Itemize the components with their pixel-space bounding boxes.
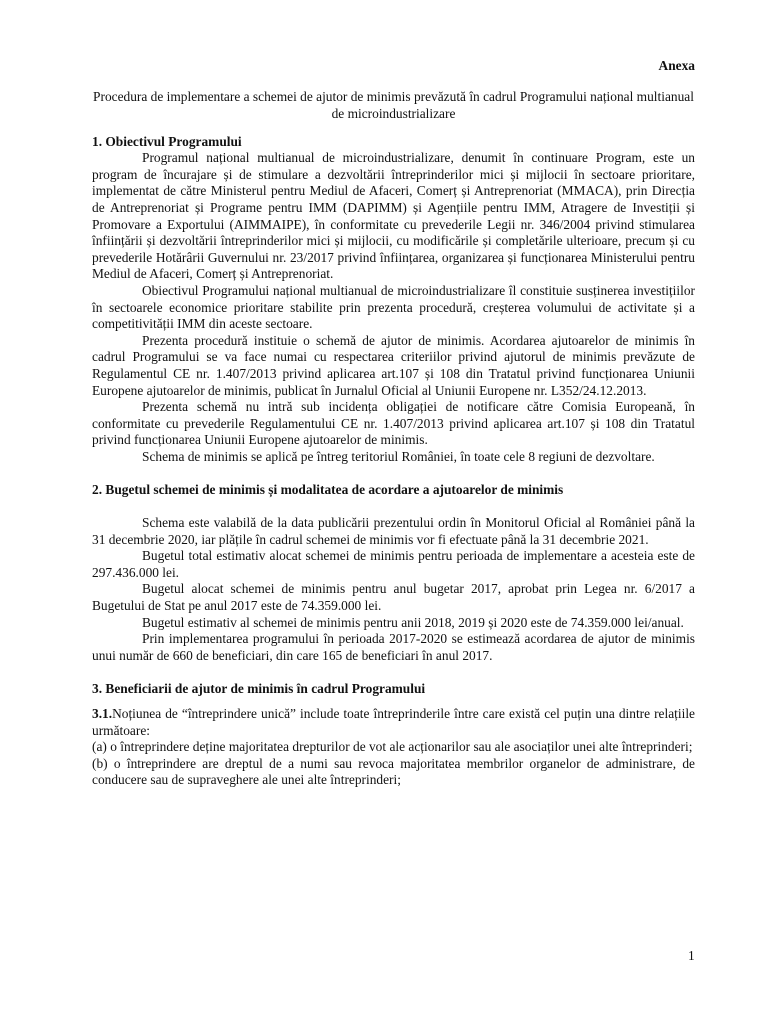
section-3-heading: 3. Beneficiarii de ajutor de minimis în cadrul Programului xyxy=(92,681,426,697)
spacer xyxy=(92,499,695,515)
section-3-1-text: Noțiunea de “întreprindere unică” include toate întreprinderile între care există cel puțin una dintre relațiile următoare: xyxy=(92,706,695,738)
section-2-paragraph: Bugetul total estimativ alocat schemei de minimis pentru perioada de implementare a acesteia este de 297.436.000 lei. xyxy=(92,548,695,580)
section-1-heading: 1. Obiectivul Programului xyxy=(92,133,242,149)
section-2-paragraph: Prin implementarea programului în perioada 2017-2020 se estimează acordarea de ajutor de minimis unui număr de 660 de beneficiari, din care 165 de beneficiari în anul 2017. xyxy=(92,631,695,663)
section-1-paragraph: Prezenta procedură instituie o schemă de ajutor de minimis. Acordarea ajutoarelor de minimis în cadrul Programului se va face numai cu respectarea criteriilor privind ajutorul de minimis prevăzute de Regulamentul CE nr. 1.407/2013 privind aplicarea art.107 și 108 din Tratatul privind funcționarea Uniunii Europene ajutoarelor de minimis, publicat în Jurnalul Oficial al Uniunii Europene nr. L352/24.12.2013. xyxy=(92,332,695,398)
section-1-paragraph: Prezenta schemă nu intră sub incidența obligației de notificare către Comisia Europeană, în conformitate cu prevederile Regulamentului CE nr. 1.407/2013 privind aplicarea art.107 și 108 din Tratatul privind funcționarea Uniunii Europene ajutoarelor de minimis. xyxy=(92,399,695,448)
list-item: (b) o întreprindere are dreptul de a numi sau revoca majoritatea membrilor organelor de administrare, de conducere sau de supraveghere ale unei alte întreprinderi; xyxy=(92,755,695,788)
list-item: (a) o întreprindere deține majoritatea drepturilor de vot ale acționarilor sau ale asociaților unei alte întreprinderi; xyxy=(92,739,693,755)
annex-label: Anexa xyxy=(658,58,695,73)
section-2-heading: 2. Bugetul schemei de minimis și modalitatea de acordare a ajutoarelor de minimis xyxy=(92,482,564,498)
document-title: Procedura de implementare a schemei de ajutor de minimis prevăzută în cadrul Programului național multianual de microindustrializare xyxy=(93,88,694,121)
section-1-paragraph: Obiectivul Programului național multianual de microindustrializare îl constituie susținerea investițiilor în sectoarele economice prioritare stabilite prin prezenta procedură, creșterea volumului de activitate și a competitivității IMM din aceste sectoare. xyxy=(92,282,695,332)
spacer xyxy=(92,698,695,706)
section-2-paragraph: Bugetul alocat schemei de minimis pentru anul bugetar 2017, aprobat prin Legea nr. 6/2017 a Bugetului de Stat pe anul 2017 este de 74.359.000 lei. xyxy=(92,581,695,614)
section-2-paragraph: Schema este valabilă de la data publicării prezentului ordin în Monitorul Oficial al României până la 31 decembrie 2020, iar plățile în cadrul schemei de minimis vor fi efectuate până la 31 decembrie 2021. xyxy=(92,515,695,547)
section-1-paragraph: Schema de minimis se aplică pe întreg teritoriul României, în toate cele 8 regiuni de dezvoltare. xyxy=(142,448,655,464)
section-1-paragraph: Programul național multianual de microindustrializare, denumit în continuare Program, este un program de încurajare și de stimulare a dezvoltării întreprinderilor mici și mijlocii în sectoare prioritare, implementat de către Ministerul pentru Mediul de Afaceri, Comerț și Antreprenoriat (MMACA), prin Direcția de Antreprenoriat și Programe pentru IMM (DAPIMM) și Agențiile pentru IMM, Atragere de Investiții și Promovare a Exportului (AIMMAIPE), în conformitate cu prevederile Legii nr. 346/2004 privind stimularea înființării și dezvoltării întreprinderilor mici și mijlocii, cu modificările și completările ulterioare, precum și cu prevederile Hotărârii Guvernului nr. 23/2017 privind înființarea, organizarea și funcționarea Ministerului pentru Mediul de Afaceri, Comerț și Antreprenoriat. xyxy=(92,150,695,282)
section-2-paragraph: Bugetul estimativ al schemei de minimis pentru anii 2018, 2019 și 2020 este de 74.359.000 lei/anual. xyxy=(142,614,684,630)
section-3-1-number: 3.1. xyxy=(92,706,113,721)
document-page xyxy=(92,58,695,789)
page-number: 1 xyxy=(688,948,695,963)
section-3-1-paragraph xyxy=(92,706,695,739)
